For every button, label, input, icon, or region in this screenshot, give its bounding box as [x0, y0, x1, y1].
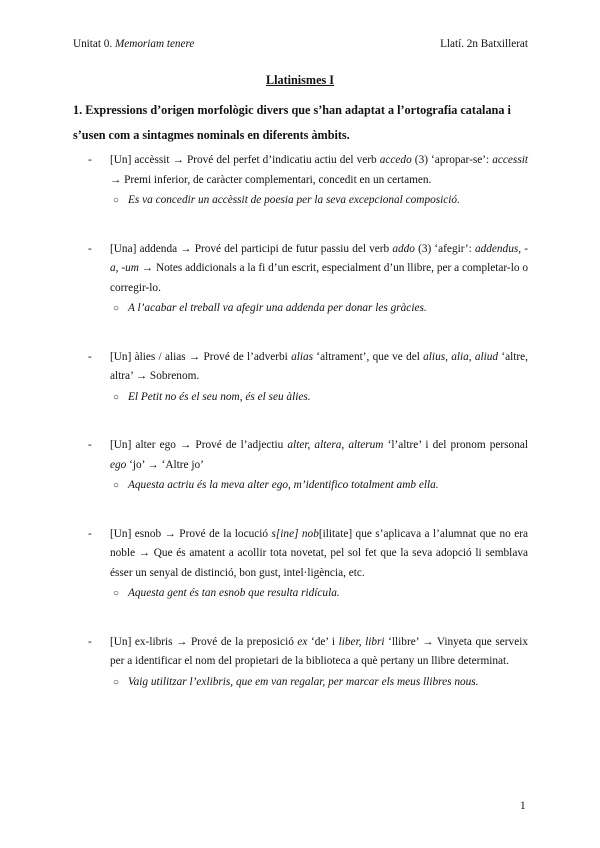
list-item	[73, 151, 528, 211]
entry-example: ○ Vaig utilitzar l’exlibris, que em van regalar, per marcar els meus llibres nous.	[128, 673, 528, 693]
entry-definition: [Un] alter ego → Prové de l’adjectiu alter, altera, alterum ‘l’altre’ i del pronom personal ego ‘jo’ → ‘Altre jo’	[110, 439, 529, 471]
circle-bullet-icon: ○	[113, 391, 120, 403]
entry-definition: [Un] àlies / alias → Prové de l’adverbi alias ‘altrament’, que ve del alius, alia, aliud ‘altre, altra’ → Sobrenom.	[110, 350, 528, 382]
circle-bullet-icon: ○	[113, 480, 120, 491]
list-item	[73, 240, 528, 319]
entry-example: ○ A l’acabar el treball va afegir una addenda per donar les gràcies.	[128, 299, 528, 319]
section-heading: 1. Expressions d’origen morfològic divers que s’han adaptat a l’ortografia catalana i s’usen com a sintagmes nominals en diferents àmbits.	[73, 103, 511, 142]
entry-definition: [Una] addenda → Prové del participi de futur passiu del verb addo (3) ‘afegir’: addendus, -a, -um → Notes addicionals a la fi d’un escrit, especialment d’un llibre, per a completar-lo o corregir-lo.	[110, 242, 528, 294]
page-header	[73, 38, 528, 50]
header-course: Llatí. 2n Batxillerat	[440, 38, 528, 50]
dash-bullet: -	[88, 635, 92, 648]
circle-bullet-icon: ○	[113, 588, 120, 599]
dash-bullet: -	[88, 242, 92, 255]
list-item	[73, 348, 528, 408]
list-item	[73, 436, 528, 496]
list-item	[73, 525, 528, 604]
entry-example: ○ Aquesta actriu és la meva alter ego, m’identifico totalment amb ella.	[128, 476, 528, 496]
entry-definition: [Un] esnob → Prové de la locució s[ine] nob[ilitate] que s’aplicava a l’alumnat que no era noble → Que és amatent a acollir tota novetat, pel sol fet que la seva adopció li semblava ésser un senyal de distinció, bon gust, intel·ligència, etc.	[110, 527, 528, 579]
circle-bullet-icon: ○	[113, 195, 120, 206]
dash-bullet: -	[88, 350, 92, 363]
circle-bullet-icon: ○	[113, 303, 120, 314]
entry-example: ○ El Petit no és el seu nom, és el seu àlies.	[128, 388, 528, 408]
header-unit: Unitat 0. Memoriam tenere	[73, 38, 195, 50]
list-item	[73, 633, 528, 693]
entry-definition: [Un] accèssit → Prové del perfet d’indicatiu actiu del verb accedo (3) ‘apropar-se’: accessit → Premi inferior, de caràcter complementari, concedit en un certamen.	[110, 154, 528, 186]
dash-bullet: -	[88, 527, 92, 540]
page-title: Llatinismes I	[265, 73, 335, 87]
entry-example: ○ Es va concedir un accèssit de poesia per la seva excepcional composició.	[128, 191, 528, 211]
dash-bullet: -	[88, 154, 92, 166]
dash-bullet: -	[88, 439, 92, 451]
entry-definition: [Un] ex-libris → Prové de la preposició ex ‘de’ i liber, libri ‘llibre’ → Vinyeta que serveix per a identificar el nom del propietari de la biblioteca a què pertany un llibre determinat.	[110, 635, 528, 667]
circle-bullet-icon: ○	[113, 676, 120, 688]
entry-example: ○ Aquesta gent és tan esnob que resulta ridícula.	[128, 584, 528, 604]
page-number: 1	[520, 800, 526, 812]
entries-list	[73, 151, 528, 721]
